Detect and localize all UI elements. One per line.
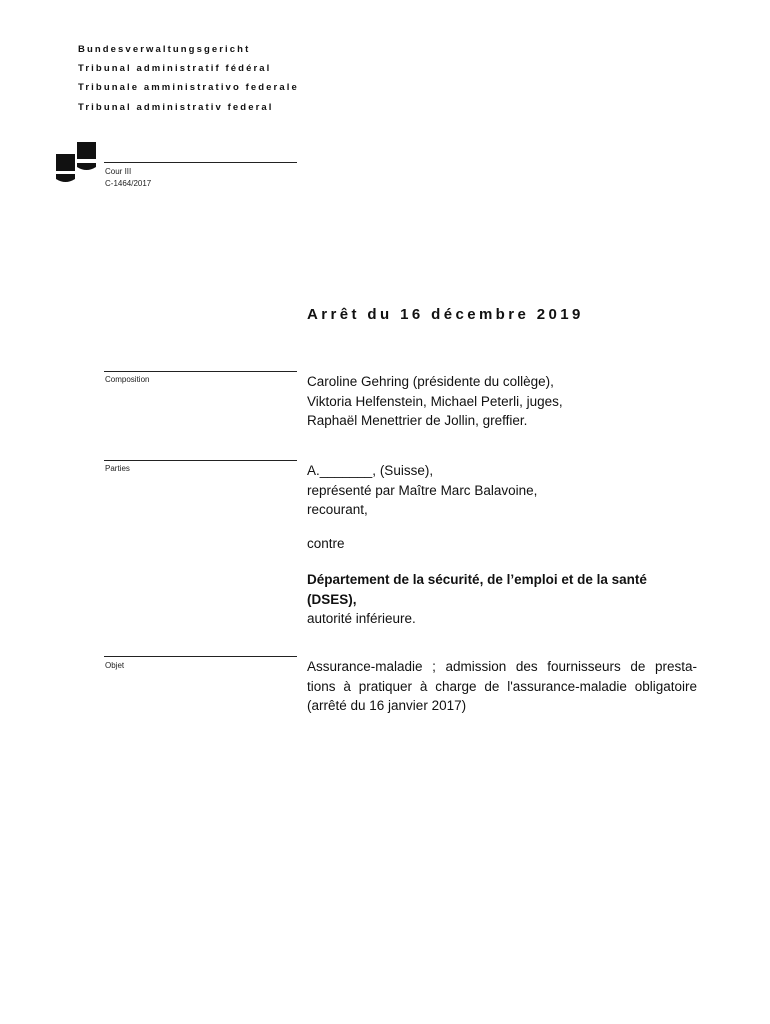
subject-line: Assurance-maladie ; admission des fournisseurs de presta- (307, 659, 697, 674)
composition-line: Raphaël Menettrier de Jollin, greffier. (307, 413, 528, 428)
court-name-it: Tribunale amministrativo federale (78, 82, 299, 94)
composition-rule (104, 371, 297, 372)
court-name-de: Bundesverwaltungsgericht (78, 44, 251, 55)
versus-line: contre (307, 536, 345, 551)
composition-line: Viktoria Helfenstein, Michael Peterli, juges, (307, 393, 563, 409)
respondent-role: autorité inférieure. (307, 611, 416, 626)
judgment-title: Arrêt du 16 décembre 2019 (307, 306, 584, 323)
respondent-block (307, 570, 697, 629)
subject-block (307, 657, 697, 716)
court-names (78, 40, 299, 117)
subject-line: (arrêté du 16 janvier 2017) (307, 698, 467, 713)
case-rule (104, 162, 297, 163)
appellant-block (307, 461, 697, 520)
subject-rule (104, 656, 297, 657)
court-logo-icon (56, 142, 96, 186)
composition-line: Caroline Gehring (présidente du collège), (307, 374, 554, 389)
case-number: C-1464/2017 (105, 179, 152, 188)
parties-label: Parties (105, 464, 130, 473)
parties-rule (104, 460, 297, 461)
respondent-name-line: Département de la sécurité, de l’emploi et de la santé (307, 572, 647, 587)
composition-label: Composition (105, 375, 150, 384)
versus-text (307, 534, 697, 554)
composition-block (307, 372, 697, 431)
appellant-line: A._______, (Suisse), (307, 463, 434, 478)
subject-line: tions à pratiquer à charge de l'assurance-maladie obligatoire (307, 678, 697, 694)
court-name-fr: Tribunal administratif fédéral (78, 63, 272, 75)
subject-label: Objet (105, 661, 125, 670)
appellant-line: recourant, (307, 502, 368, 517)
court-name-rm: Tribunal administrativ federal (78, 101, 274, 113)
appellant-line: représenté par Maître Marc Balavoine, (307, 482, 538, 498)
respondent-name-line: (DSES), (307, 591, 357, 607)
case-division: Cour III (105, 167, 132, 176)
